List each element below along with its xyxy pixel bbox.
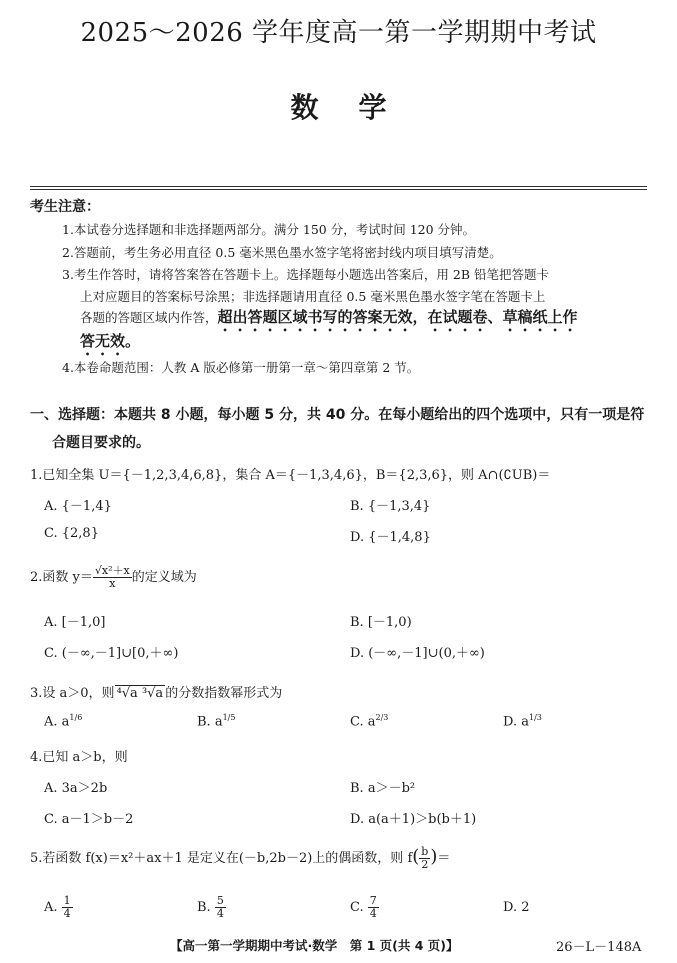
q2-denominator: x: [109, 577, 116, 591]
q2-prefix: 2.函数 y＝: [30, 570, 93, 586]
q3-option-b-base: B. a: [197, 714, 223, 730]
q3-option-c: [350, 713, 388, 729]
q5-option-c-frac: [368, 895, 379, 920]
notice-item-2: 2.答题前，考生务必用直径 0.5 毫米黑色墨水签字笔将密封线内项目填写清楚。: [62, 245, 502, 260]
q2-option-c: C. (－∞,－1]∪[0,＋∞): [44, 646, 179, 661]
q3-option-d: [503, 713, 542, 729]
q3-option-c-base: C. a: [350, 714, 376, 730]
q5-a-den: 4: [63, 907, 71, 921]
q5-option-a-frac: [62, 895, 73, 920]
question-3-stem: [30, 682, 282, 701]
question-5-stem: [30, 846, 450, 871]
q5-option-b: [197, 895, 226, 920]
question-4-stem: 4.已知 a＞b，则: [30, 750, 128, 765]
q5-option-b-label: B.: [197, 900, 211, 916]
q4-option-b: B. a＞－b²: [350, 781, 416, 796]
q5-b-num: 5: [216, 894, 224, 907]
q5-option-c-label: C.: [350, 900, 364, 916]
q3-radical: ⁴√a ³√a: [116, 686, 164, 701]
q2-suffix: 的定义域为: [131, 570, 197, 586]
q3-option-d-base: D. a: [503, 714, 529, 730]
q2-fraction: [93, 565, 132, 590]
q5-arg-num: b: [421, 845, 429, 858]
top-divider-2: [30, 189, 647, 190]
q1-option-b: B. {－1,3,4}: [350, 499, 431, 514]
subject-title: 数学: [290, 91, 427, 124]
q4-option-a: A. 3a＞2b: [44, 781, 108, 796]
q5-argument: [419, 846, 430, 871]
q1-option-a: A. {－1,4}: [44, 499, 112, 514]
q2-option-b: B. [－1,0): [350, 615, 412, 630]
notice-emphasis-2: 答无效。: [80, 332, 141, 350]
section-heading: 一、选择题：本题共 8 小题，每小题 5 分，共 40 分。在每小题给出的四个选项中，只有一项是符: [30, 407, 645, 423]
notice-item-3-cont: 上对应题目的答案标号涂黑；非选择题请用直径 0.5 毫米黑色墨水签字笔在答题卡上: [80, 289, 546, 304]
q4-option-c: C. a－1＞b－2: [44, 812, 134, 827]
section-heading-cont: 合题目要求的。: [52, 435, 150, 451]
q5-option-a: [44, 895, 73, 920]
q1-option-c: C. {2,8}: [44, 526, 99, 541]
q3-option-c-exp: 2/3: [375, 713, 389, 722]
q5-b-den: 4: [216, 907, 224, 921]
q5-c-num: 7: [369, 894, 377, 907]
notice-item-3-text: 各题的答题区域内作答，: [80, 310, 218, 325]
notice-heading: 考生注意：: [30, 199, 100, 215]
page-footer: [170, 936, 458, 954]
q5-arg-den: 2: [421, 858, 429, 872]
q5-paren-open: (: [412, 846, 420, 868]
q5-option-c: [350, 895, 379, 920]
top-divider: [30, 186, 647, 187]
q5-a-num: 1: [63, 894, 71, 907]
exam-title: 2025～2026 学年度高一第一学期期中考试: [80, 18, 597, 48]
q2-option-d: D. (－∞,－1]∪(0,＋∞): [350, 646, 485, 661]
notice-item-1: 1.本试卷分选择题和非选择题两部分。满分 150 分，考试时间 120 分钟。: [62, 222, 476, 237]
q3-option-a-exp: 1/6: [69, 713, 83, 722]
q5-stem-text: 5.若函数 f(x)＝x²＋ax＋1 是定义在(－b,2b－2)上的偶函数，则 f: [30, 851, 413, 867]
q3-option-b: [197, 713, 235, 729]
notice-item-3: 3.考生作答时，请将答案答在答题卡上。选择题每小题选出答案后，用 2B 铅笔把答题卡: [62, 267, 550, 282]
q3-option-a-base: A. a: [44, 714, 70, 730]
q5-paren-close: ): [430, 846, 438, 868]
q3-option-d-exp: 1/3: [528, 713, 542, 722]
question-2-stem: [30, 565, 197, 590]
notice-item-4: 4.本卷命题范围：人教 A 版必修第一册第一章～第四章第 2 节。: [62, 360, 420, 375]
q1-option-d: D. {－1,4,8}: [350, 530, 431, 545]
q5-end: ＝: [437, 851, 451, 867]
q5-option-d: D. 2: [503, 900, 530, 915]
q3-option-a: [44, 713, 82, 729]
q3-suffix: 的分数指数幂形式为: [165, 686, 283, 701]
notice-emphasis-1: 超出答题区域书写的答案无效，在试题卷、草稿纸上作: [217, 308, 578, 326]
q5-option-b-frac: [215, 895, 226, 920]
q2-numerator: √x²＋x: [94, 564, 130, 577]
q4-option-d: D. a(a＋1)＞b(b＋1): [350, 812, 477, 827]
question-1-stem: 1.已知全集 U＝{－1,2,3,4,6,8}，集合 A＝{－1,3,4,6}，B＝{2,3,6}，则 A∩(∁UB)＝: [30, 468, 551, 483]
q3-option-b-exp: 1/5: [222, 713, 236, 722]
footer-code: 26－L－148A: [556, 940, 642, 955]
q5-c-den: 4: [369, 907, 377, 921]
q3-prefix: 3.设 a＞0，则: [30, 686, 115, 701]
footer-center: 【高一第一学期期中考试·数学 第 1 页(共 4 页)】: [170, 938, 459, 953]
q2-option-a: A. [－1,0]: [44, 615, 106, 630]
notice-item-3-line3: [80, 306, 578, 335]
q5-option-a-label: A.: [44, 900, 58, 916]
